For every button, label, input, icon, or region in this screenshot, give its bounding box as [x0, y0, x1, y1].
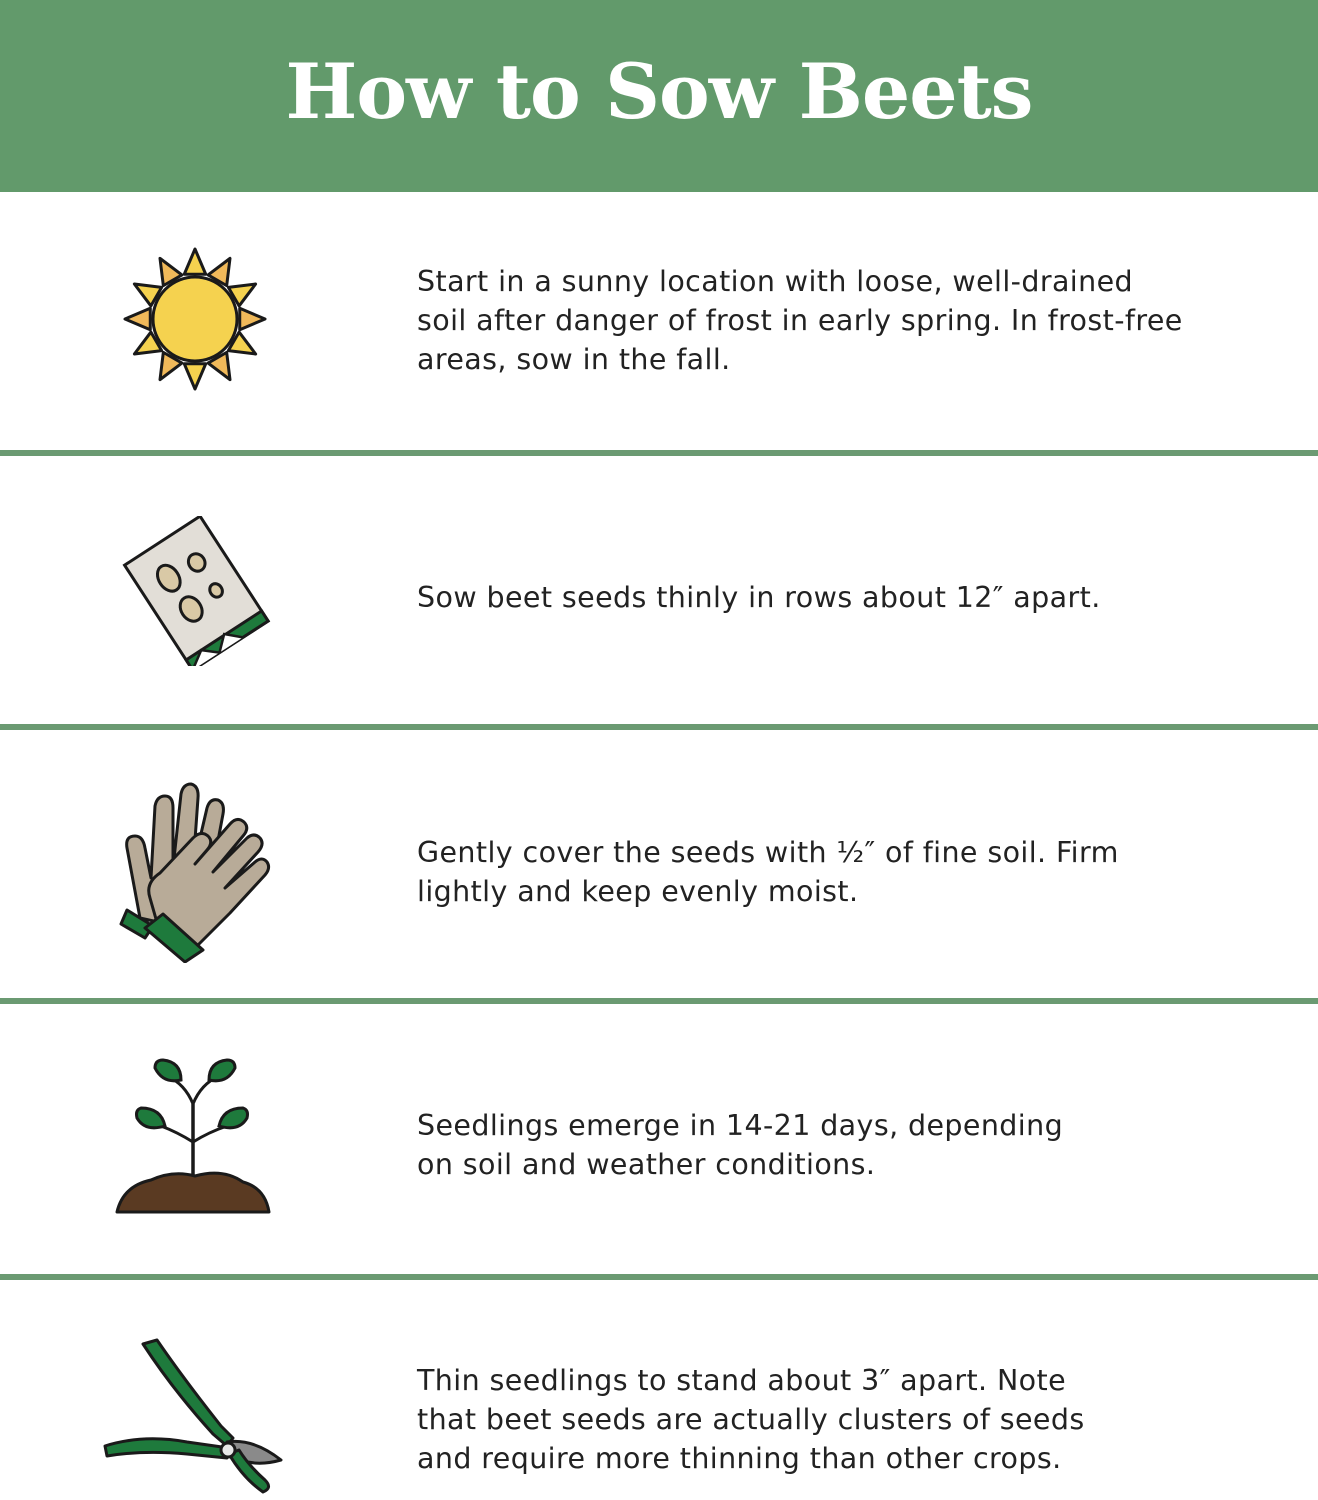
step-5-line: and require more thinning than other crops. [417, 1442, 1062, 1475]
pruning-shears-icon [100, 1338, 290, 1498]
seed-packet-icon [100, 516, 290, 666]
step-1-line: Start in a sunny location with loose, well-drained [417, 265, 1134, 298]
page-header [0, 0, 1318, 192]
sun-ray [184, 364, 205, 389]
sun-icon [100, 247, 290, 392]
step-2-text [417, 578, 1217, 617]
step-5-line: that beet seeds are actually clusters of seeds [417, 1403, 1085, 1436]
step-4-line: Seedlings emerge in 14-21 days, depending [417, 1109, 1064, 1142]
step-5-text [417, 1361, 1217, 1478]
step-3 [0, 730, 1318, 998]
step-1-line: soil after danger of frost in early spring. In frost-free [417, 304, 1183, 337]
sun-ray [125, 308, 150, 329]
step-5 [0, 1280, 1318, 1500]
step-4-text [417, 1106, 1217, 1184]
sun-ray [184, 249, 205, 274]
step-4 [0, 1004, 1318, 1274]
step-5-line: Thin seedlings to stand about 3″ apart. Note [417, 1364, 1067, 1397]
step-1-text [417, 262, 1217, 379]
gardening-gloves-icon [100, 775, 290, 965]
step-1-line: areas, sow in the fall. [417, 343, 731, 376]
sun-ray [240, 308, 265, 329]
page-title: How to Sow Beets [285, 46, 1033, 136]
seedling-icon [100, 1054, 290, 1219]
step-3-text [417, 833, 1217, 911]
step-2 [0, 456, 1318, 724]
step-1 [0, 192, 1318, 450]
step-4-line: on soil and weather conditions. [417, 1148, 876, 1181]
step-3-line: lightly and keep evenly moist. [417, 875, 859, 908]
step-2-line: Sow beet seeds thinly in rows about 12″ apart. [417, 581, 1101, 614]
step-3-line: Gently cover the seeds with ½″ of fine soil. Firm [417, 836, 1119, 869]
